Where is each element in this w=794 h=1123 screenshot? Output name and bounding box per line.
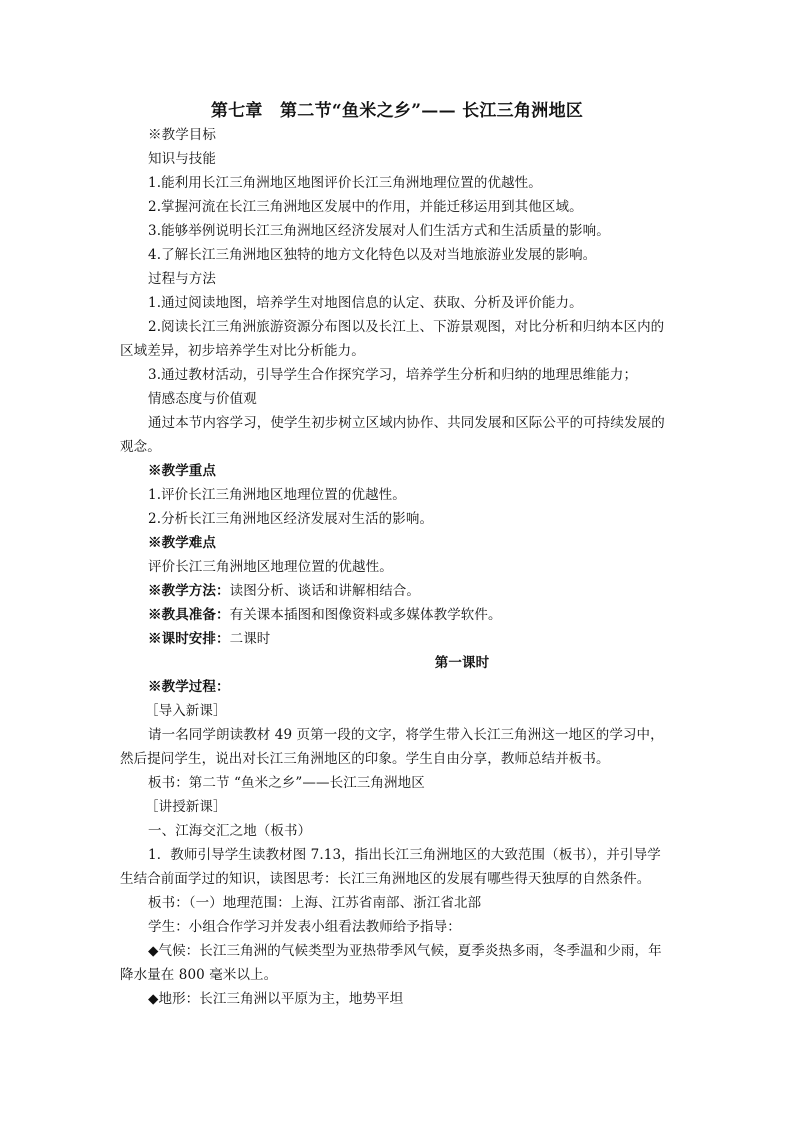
page-title: 第七章 第二节“鱼米之乡”—— 长江三角洲地区 <box>210 101 584 121</box>
terrain-text: ◆地形：长江三角洲以平原为主，地势平坦 <box>148 991 404 1007</box>
climate-text: 降水量在 800 毫米以上。 <box>120 967 278 983</box>
lesson-heading: 第一课时 <box>434 655 490 671</box>
intro-heading: ［导入新课］ <box>145 703 227 719</box>
part-one-heading: 一、江海交汇之地（板书） <box>148 823 312 839</box>
step-one-text: 生结合前面学过的知识，读图思考：长江三角洲地区的发展有哪些得天独厚的自然条件。 <box>120 871 651 887</box>
process-heading: 过程与方法 <box>148 271 216 287</box>
knowledge-item: 4.了解长江三角洲地区独特的地方文化特色以及对当地旅游业发展的影响。 <box>148 247 597 263</box>
difficulty-text: 评价长江三角洲地区地理位置的优越性。 <box>148 559 393 575</box>
process-label: ※教学过程： <box>148 679 230 695</box>
difficulty-heading: ※教学难点 <box>148 535 216 551</box>
intro-text: 然后提问学生，说出对长江三角洲地区的印象。学生自由分享，教师总结并板书。 <box>120 751 610 767</box>
attitude-text: 通过本节内容学习，使学生初步树立区域内协作、共同发展和区际公平的可持续发展的 <box>148 415 665 431</box>
objectives-heading: ※教学目标 <box>148 127 216 143</box>
knowledge-item: 3.能够举例说明长江三角洲地区经济发展对人们生活方式和生活质量的影响。 <box>148 223 610 239</box>
board-note: 板书：第二节 “鱼米之乡”——长江三角洲地区 <box>148 775 425 791</box>
key-point-item: 2.分析长江三角洲地区经济发展对生活的影响。 <box>148 511 434 527</box>
process-item: 区域差异，初步培养学生对比分析能力。 <box>120 343 365 359</box>
tools-label: ※教具准备： <box>148 607 230 623</box>
board-note: 板书：（一）地理范围：上海、江苏省南部、浙江省北部 <box>148 895 482 911</box>
schedule-text: 二课时 <box>229 631 271 647</box>
schedule-label: ※课时安排： <box>148 631 230 647</box>
knowledge-heading: 知识与技能 <box>148 151 216 167</box>
knowledge-item: 1.能利用长江三角洲地区地图评价长江三角洲地理位置的优越性。 <box>148 175 542 191</box>
attitude-heading: 情感态度与价值观 <box>148 391 257 407</box>
intro-text: 请一名同学朗读教材 49 页第一段的文字，将学生带入长江三角洲这一地区的学习中， <box>148 727 664 743</box>
methods-row <box>148 582 420 600</box>
tools-row <box>148 606 502 624</box>
key-points-heading: ※教学重点 <box>148 463 216 479</box>
attitude-text: 观念。 <box>120 439 161 455</box>
process-item: 2.阅读长江三角洲旅游资源分布图以及长江上、下游景观图，对比分析和归纳本区内的 <box>148 319 665 335</box>
schedule-row <box>148 630 270 648</box>
methods-text: 读图分析、谈话和讲解相结合。 <box>229 583 421 599</box>
process-item: 1.通过阅读地图，培养学生对地图信息的认定、获取、分析及评价能力。 <box>148 295 583 311</box>
key-point-item: 1.评价长江三角洲地区地理位置的优越性。 <box>148 487 406 503</box>
tools-text: 有关课本插图和图像资料或多媒体教学软件。 <box>229 607 502 623</box>
new-lesson-heading: ［讲授新课］ <box>145 799 227 815</box>
climate-text: ◆气候：长江三角洲的气候类型为亚热带季风气候，夏季炎热多雨，冬季温和少雨，年 <box>148 943 662 959</box>
process-item: 3.通过教材活动，引导学生合作探究学习，培养学生分析和归纳的地理思维能力； <box>148 367 638 383</box>
methods-label: ※教学方法： <box>148 583 230 599</box>
step-one-text: 1．教师引导学生读教材图 7.13，指出长江三角洲地区的大致范围（板书），并引导学 <box>148 847 661 863</box>
knowledge-item: 2.掌握河流在长江三角洲地区发展中的作用，并能迁移运用到其他区域。 <box>148 199 583 215</box>
students-text: 学生：小组合作学习并发表小组看法教师给予指导： <box>148 919 461 935</box>
